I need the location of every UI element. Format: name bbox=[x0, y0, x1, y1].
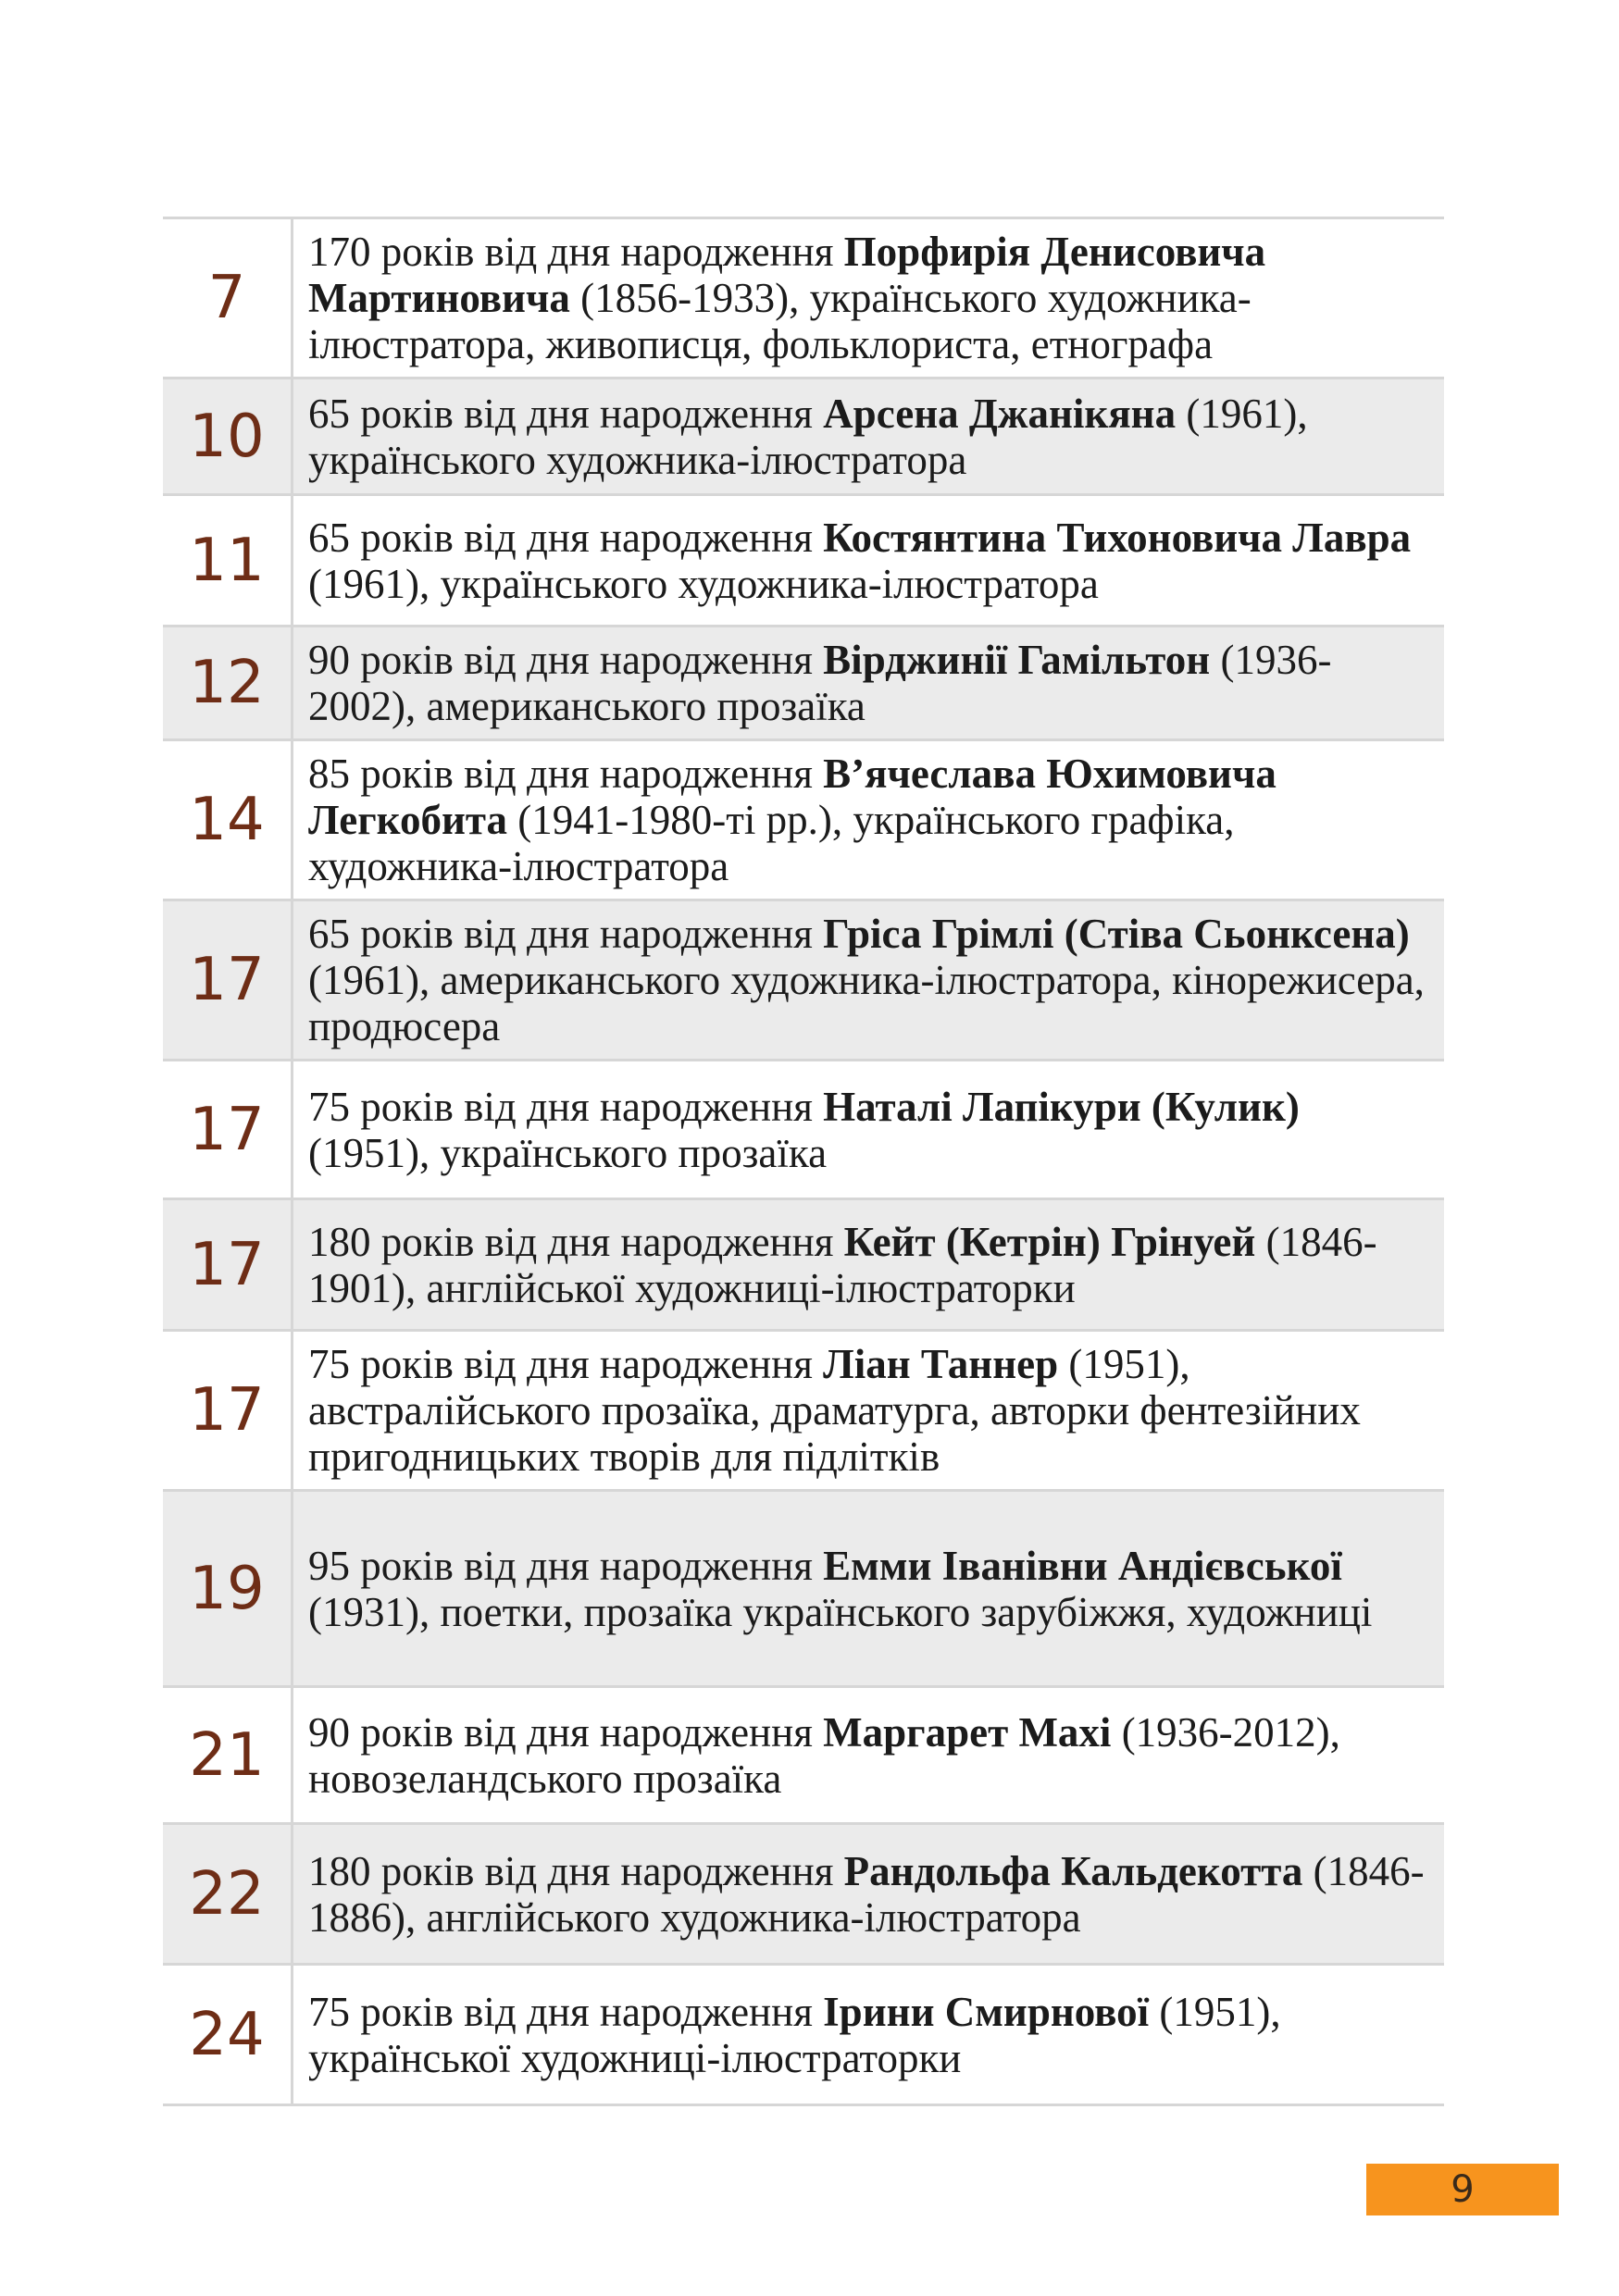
person-name: Кейт (Кетрін) Грінуей bbox=[843, 1218, 1256, 1265]
event-details: (1961), українського художника-ілюстратора bbox=[308, 390, 1308, 483]
person-name: Емми Іванівни Андієвської bbox=[823, 1542, 1342, 1589]
event-day: 10 bbox=[163, 379, 293, 495]
event-description bbox=[293, 1687, 1445, 1824]
event-day: 24 bbox=[163, 1965, 293, 2105]
event-intro: 95 років від дня народження bbox=[308, 1542, 824, 1589]
event-details: (1936-2012), новозеландського прозаїка bbox=[308, 1708, 1340, 1802]
event-details: (1951), українського прозаїка bbox=[308, 1129, 828, 1176]
page-number bbox=[1366, 2164, 1559, 2215]
table-row bbox=[163, 495, 1444, 627]
event-intro: 75 років від дня народження bbox=[308, 1083, 824, 1130]
event-details: (1961), американського художника-ілюстратора, кінорежисера, продюсера bbox=[308, 957, 1425, 1049]
event-intro: 90 років від дня народження bbox=[308, 1708, 824, 1756]
table-row bbox=[163, 379, 1444, 495]
event-day: 12 bbox=[163, 627, 293, 740]
event-intro: 65 років від дня народження bbox=[308, 911, 824, 957]
event-description bbox=[293, 1965, 1445, 2105]
event-intro: 75 років від дня народження bbox=[308, 1341, 824, 1387]
event-details: (1931), поетки, прозаїка українського зарубіжжя, художниці bbox=[308, 1588, 1373, 1635]
event-details: (1856-1933), українського художника-ілюстратора, живописця, фольклориста, етнографа bbox=[308, 275, 1252, 367]
person-name: Порфирія Денисовича Мартиновича bbox=[308, 229, 1266, 321]
person-name: В’ячеслава Юхимовича Легкобита bbox=[308, 751, 1277, 843]
event-day: 7 bbox=[163, 218, 293, 379]
event-details: (1951), австралійського прозаїка, драматурга, авторки фентезійних пригодницьких творів для підлітків bbox=[308, 1341, 1361, 1480]
event-description bbox=[293, 379, 1445, 495]
table-row bbox=[163, 1491, 1444, 1687]
event-description bbox=[293, 218, 1445, 379]
anniversary-table bbox=[163, 217, 1444, 2106]
event-intro: 180 років від дня народження bbox=[308, 1218, 844, 1265]
event-description bbox=[293, 627, 1445, 740]
person-name: Костянтина Тихоновича Лавра bbox=[823, 514, 1412, 561]
table-row bbox=[163, 1331, 1444, 1491]
page-number-text: 9 bbox=[1451, 2168, 1475, 2211]
anniversary-table-body bbox=[163, 218, 1444, 2105]
event-intro: 90 років від дня народження bbox=[308, 637, 824, 683]
event-details: (1961), українського художника-ілюстратора bbox=[308, 560, 1099, 607]
person-name: Ліан Таннер bbox=[823, 1341, 1059, 1387]
table-row bbox=[163, 740, 1444, 900]
event-description bbox=[293, 1824, 1445, 1965]
table-row bbox=[163, 1687, 1444, 1824]
event-day: 11 bbox=[163, 495, 293, 627]
event-intro: 65 років від дня народження bbox=[308, 514, 824, 561]
event-description bbox=[293, 900, 1445, 1061]
table-row bbox=[163, 1965, 1444, 2105]
event-description bbox=[293, 1199, 1445, 1331]
event-details: (1941-1980-ті рр.), українського графіка, художника-ілюстратора bbox=[308, 797, 1235, 889]
event-description bbox=[293, 1491, 1445, 1687]
event-details: (1846-1886), англійського художника-ілюстратора bbox=[308, 1847, 1425, 1941]
table-row bbox=[163, 1824, 1444, 1965]
event-day: 19 bbox=[163, 1491, 293, 1687]
event-details: (1846-1901), англійської художниці-ілюстраторки bbox=[308, 1218, 1377, 1311]
table-row bbox=[163, 627, 1444, 740]
person-name: Вірджинії Гамільтон bbox=[823, 637, 1211, 683]
event-details: (1936-2002), американського прозаїка bbox=[308, 637, 1332, 729]
person-name: Маргарет Махі bbox=[823, 1708, 1112, 1756]
event-day: 17 bbox=[163, 900, 293, 1061]
event-details: (1951), української художниці-ілюстраторки bbox=[308, 1988, 1281, 2081]
event-day: 14 bbox=[163, 740, 293, 900]
event-description bbox=[293, 495, 1445, 627]
event-day: 17 bbox=[163, 1061, 293, 1199]
table-row bbox=[163, 900, 1444, 1061]
event-description bbox=[293, 1331, 1445, 1491]
event-intro: 170 років від дня народження bbox=[308, 229, 844, 275]
event-day: 21 bbox=[163, 1687, 293, 1824]
event-intro: 65 років від дня народження bbox=[308, 390, 824, 437]
table-row bbox=[163, 1061, 1444, 1199]
table-row bbox=[163, 1199, 1444, 1331]
event-intro: 85 років від дня народження bbox=[308, 751, 824, 797]
event-intro: 180 років від дня народження bbox=[308, 1847, 844, 1894]
table-row bbox=[163, 218, 1444, 379]
person-name: Арсена Джанікяна bbox=[823, 390, 1177, 437]
person-name: Рандольфа Кальдекотта bbox=[843, 1847, 1303, 1894]
event-day: 17 bbox=[163, 1199, 293, 1331]
event-day: 17 bbox=[163, 1331, 293, 1491]
person-name: Гріса Грімлі (Стіва Сьонксена) bbox=[823, 911, 1410, 957]
person-name: Ірини Смирнової bbox=[823, 1988, 1150, 2035]
event-intro: 75 років від дня народження bbox=[308, 1988, 824, 2035]
person-name: Наталі Лапікури (Кулик) bbox=[823, 1083, 1300, 1130]
event-day: 22 bbox=[163, 1824, 293, 1965]
event-description bbox=[293, 740, 1445, 900]
event-description bbox=[293, 1061, 1445, 1199]
